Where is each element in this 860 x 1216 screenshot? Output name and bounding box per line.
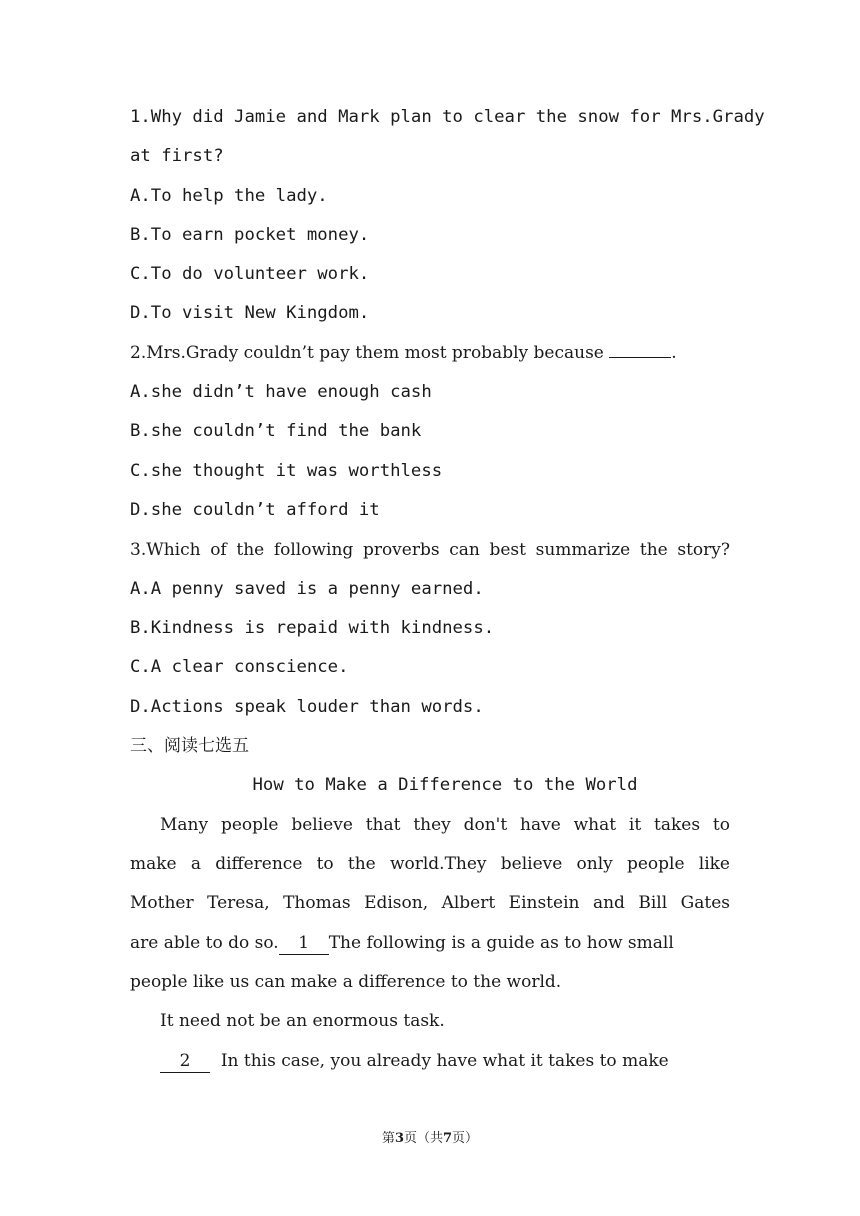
q3-option-c: C.A clear conscience.: [130, 657, 349, 677]
passage-line-1: Many people believe that they don't have what it takes to: [160, 815, 730, 835]
page-footer: [0, 1129, 860, 1149]
passage-line-4: [130, 928, 730, 958]
blank-1: 1: [279, 932, 329, 955]
q2-option-b: B.she couldn’t find the bank: [130, 421, 422, 441]
passage-line-7: [160, 1046, 730, 1076]
q1-option-d: D.To visit New Kingdom.: [130, 303, 370, 323]
q3-option-a: A.A penny saved is a penny earned.: [130, 579, 484, 599]
q3-stem: 3.Which of the following proverbs can best summarize the story?: [130, 540, 730, 560]
q2-answer-blank: [609, 357, 671, 358]
passage-line-2: make a difference to the world.They believe only people like: [130, 854, 730, 874]
footer-page-number: 3: [394, 1131, 404, 1146]
footer-suffix: 页）: [452, 1131, 479, 1146]
passage-line-7-after: In this case, you already have what it takes to make: [220, 1051, 669, 1071]
footer-mid: 页（共: [403, 1131, 443, 1146]
q2-option-d: D.she couldn’t afford it: [130, 500, 380, 520]
q3-option-d: D.Actions speak louder than words.: [130, 697, 484, 717]
passage-title: How to Make a Difference to the World: [252, 775, 638, 795]
passage-line-6: It need not be an enormous task.: [160, 1011, 445, 1031]
q1-option-a: A.To help the lady.: [130, 186, 328, 206]
footer-total-pages: 7: [443, 1131, 453, 1146]
blank-2: 2: [160, 1050, 210, 1073]
q1-option-c: C.To do volunteer work.: [130, 264, 370, 284]
q2-stem-text: 2.Mrs.Grady couldn’t pay them most probably because: [130, 343, 604, 363]
footer-prefix: 第: [381, 1131, 395, 1146]
q1-stem-line1: 1.Why did Jamie and Mark plan to clear the snow for Mrs.Grady: [130, 107, 765, 127]
passage-line-3: Mother Teresa, Thomas Edison, Albert Einstein and Bill Gates: [130, 893, 730, 913]
section-heading: 三、阅读七选五: [130, 736, 249, 756]
q2-option-a: A.she didn’t have enough cash: [130, 382, 432, 402]
passage-line-4-before: are able to do so.: [130, 933, 279, 953]
q2-stem-end: .: [671, 343, 677, 363]
q1-option-b: B.To earn pocket money.: [130, 225, 370, 245]
q3-option-b: B.Kindness is repaid with kindness.: [130, 618, 495, 638]
passage-line-5: people like us can make a difference to the world.: [130, 972, 562, 992]
passage-line-4-after: The following is a guide as to how small: [328, 933, 674, 953]
q1-stem-line2: at first?: [130, 146, 224, 166]
q2-stem: [130, 338, 730, 368]
q2-option-c: C.she thought it was worthless: [130, 461, 443, 481]
